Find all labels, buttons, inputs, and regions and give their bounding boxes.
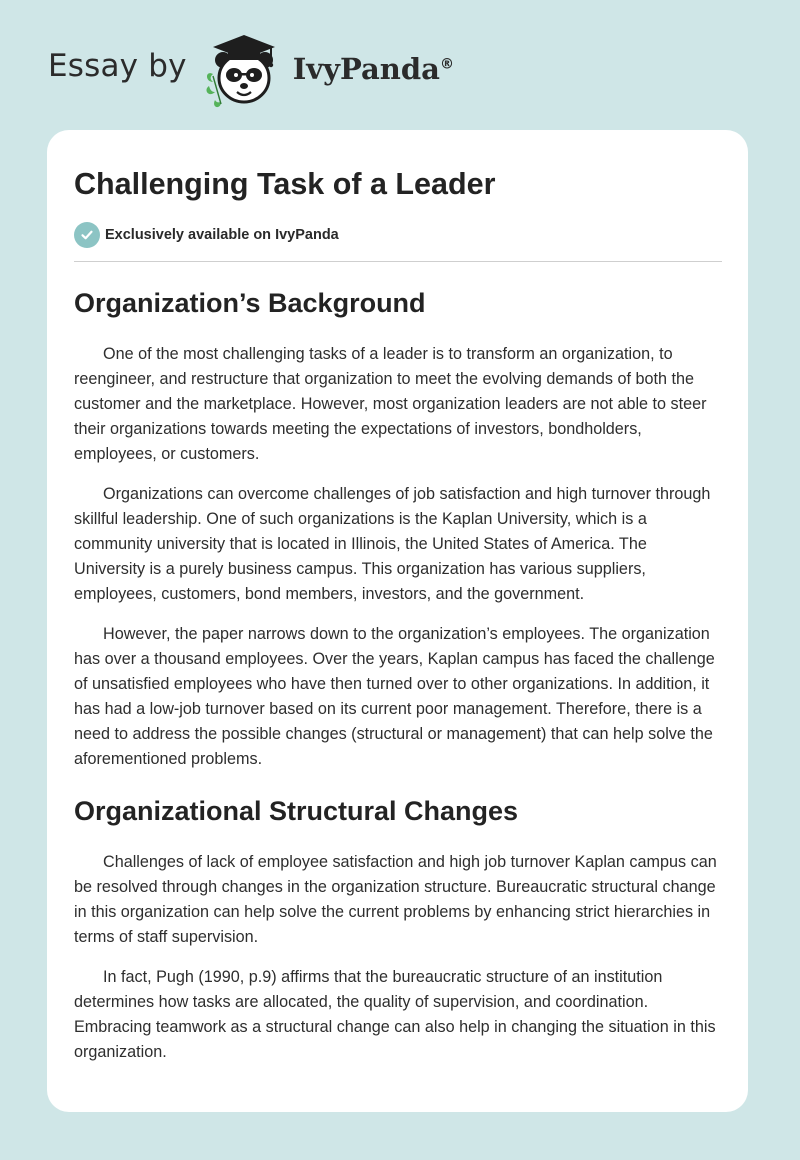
divider [74,261,722,262]
paragraph: One of the most challenging tasks of a leader is to transform an organization, to reengineer, and restructure that organization to meet the evolving demands of both the customer and the marketplace. However, most organization leaders are not able to steer their organizations towards meeting the expectations of investors, bondholders, employees, or customers. [74,345,707,463]
essay-by-label: Essay by [48,48,187,84]
paragraph: Organizations can overcome challenges of job satisfaction and high turnover through skillful leadership. One of such organizations is the Kaplan University, which is a community university that is located in Illinois, the United States of America. The University is a purely business campus. This organization has various suppliers, employees, customers, bond members, investors, and the government. [74,485,711,603]
page-title: Challenging Task of a Leader [74,167,496,201]
check-circle-icon [74,222,100,248]
badge-label: Exclusively available on IvyPanda [105,227,339,243]
paragraph: However, the paper narrows down to the organization’s employees. The organization has over a thousand employees. Over the years, Kaplan campus has faced the challenge of unsatisfied employees who have then turned over to other organizations. In addition, it has had a low-job turnover based on its current poor management. Therefore, there is a need to address the possible changes (structural or management) that can help solve the aforementioned problems. [74,625,715,768]
brand-name[interactable]: IvyPanda® [292,52,454,86]
exclusive-badge [74,221,722,249]
section-structural-changes [74,794,722,1065]
paragraph: In fact, Pugh (1990, p.9) affirms that the bureaucratic structure of an institution determines how tasks are allocated, the quality of supervision, and coordination. Embracing teamwork as a structural change can also help in changing the situation in this organization. [74,968,716,1061]
panda-logo-icon[interactable] [199,30,289,110]
section-heading: Organization’s Background [74,288,426,318]
section-organization-background [74,286,722,772]
essay-card [47,130,748,1112]
registered-mark: ® [439,56,454,73]
paragraph: Challenges of lack of employee satisfaction and high job turnover Kaplan campus can be resolved through changes in the organization structure. Bureaucratic structural change in this organization can help solve the current problems by enhancing strict hierarchies in terms of staff supervision. [74,853,717,946]
section-heading: Organizational Structural Changes [74,796,519,826]
site-header [48,30,508,110]
